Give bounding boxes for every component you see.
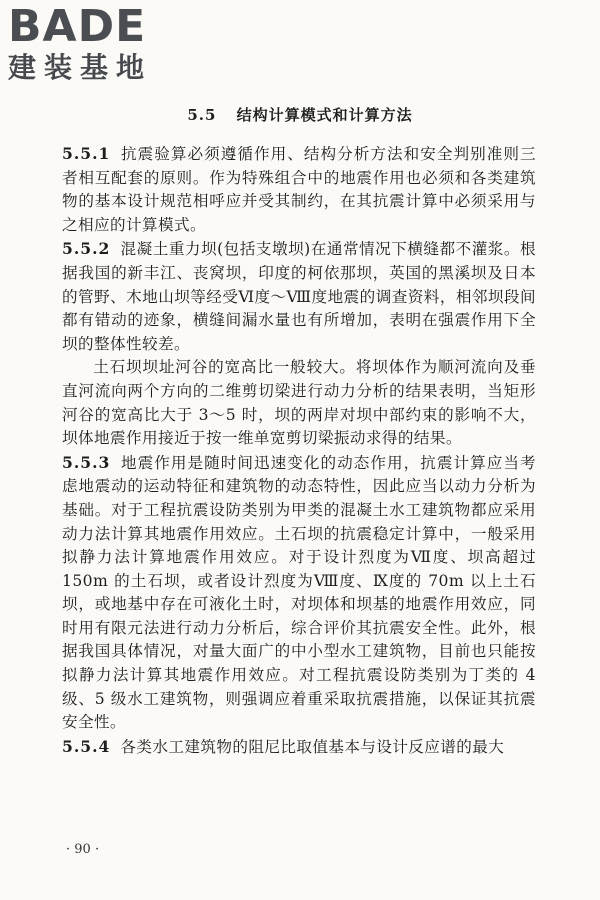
body-text <box>62 142 536 759</box>
paragraph-5-5-1 <box>62 142 536 237</box>
section-heading <box>0 104 600 125</box>
clause-number: 5.5.3 <box>62 452 111 472</box>
clause-number: 5.5.1 <box>62 144 111 163</box>
clause-number: 5.5.2 <box>62 239 111 259</box>
paragraph-5-5-4 <box>62 735 536 760</box>
paragraph-text: 土石坝坝址河谷的宽高比一般较大。将坝体作为顺河流向及垂直河流向两个方向的二维剪切梁进行动力分析的结果表明，当矩形河谷的宽高比大于 3～5 时，坝的两岸对坝中部约束的影响不大，坝体地震作用接近于按一维单宽剪切梁振动求得的结果。 <box>62 358 536 448</box>
logo-subtitle: 建装基地 <box>8 51 153 84</box>
section-title-text: 结构计算模式和计算方法 <box>236 106 413 124</box>
paragraph-text: 地震作用是随时间迅速变化的动态作用，抗震计算应当考虑地震动的运动特征和建筑物的动态特性，因此应当以动力分析为基础。对于工程抗震设防类别为甲类的混凝土水工建筑物都应采用动力法计算其地震作用效应。土石坝的抗震稳定计算中，一般采用拟静力法计算地震作用效应。对于设计烈度为Ⅶ度、坝高超过 150m 的土石坝，或者设计烈度为Ⅷ度、Ⅸ度的 70m 以上土石坝，或地基中存在可液化土时，对坝体和坝基的地震作用效应，同时用有限元法进行动力分析后，综合评价其抗震安全性。此外，根据我国具体情况，对量大面广的中小型水工建筑物，目前也只能按拟静力法计算其地震作用效应。对工程抗震设防类别为丁类的 4 级、5 级水工建筑物，则强调应着重采取抗震措施，以保证其抗震安全性。 <box>62 453 536 732</box>
paragraph-5-5-3 <box>62 451 536 735</box>
clause-number: 5.5.4 <box>62 736 111 756</box>
paragraph-earth-rock-dam <box>62 356 536 450</box>
paragraph-text: 抗震验算必须遵循作用、结构分析方法和安全判别准则三者相互配套的原则。作为特殊组合中的地震作用也必须和各类建筑物的基本设计规范相呼应并受其制约，在其抗震计算中必须采用与之相应的计算模式。 <box>62 145 536 234</box>
logo-wordmark: BADE <box>8 1 147 52</box>
paragraph-5-5-2 <box>62 237 536 356</box>
bade-logo <box>8 1 176 84</box>
paragraph-text: 混凝土重力坝(包括支墩坝)在通常情况下横缝都不灌浆。根据我国的新丰江、丧窝坝，印度的柯依那坝，英国的黑溪坝及日本的管野、木地山坝等经受Ⅵ度～Ⅷ度地震的调查资料，相邻坝段间都有错动的迹象，横缝间漏水量也有所增加，表明在强震作用下全坝的整体性较差。 <box>62 240 536 353</box>
page-number: · 90 · <box>66 842 100 857</box>
section-number: 5.5 <box>187 106 217 124</box>
paragraph-text: 各类水工建筑物的阻尼比取值基本与设计反应谱的最大 <box>120 737 505 756</box>
